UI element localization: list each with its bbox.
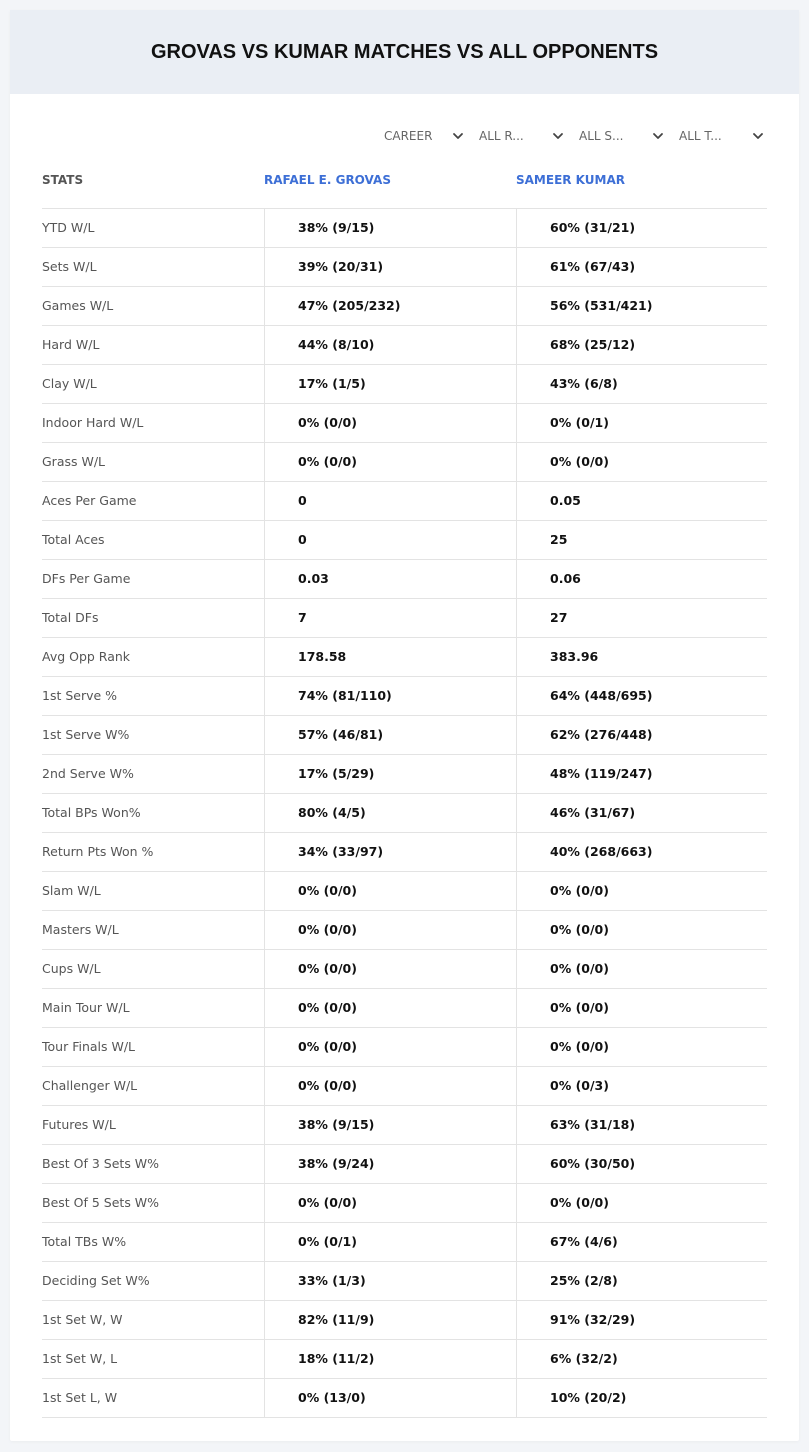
table-row	[42, 1028, 767, 1067]
stat-label: Avg Opp Rank	[42, 649, 131, 664]
player2-value: 0% (0/1)	[516, 404, 767, 442]
table-row	[42, 209, 767, 248]
stat-label: 2nd Serve W%	[42, 766, 134, 781]
player2-value: 60% (31/21)	[516, 209, 767, 247]
player2-value: 61% (67/43)	[516, 248, 767, 286]
player1-value: 0% (0/0)	[264, 950, 516, 988]
stat-label: Total DFs	[42, 610, 99, 625]
stat-label: Best Of 3 Sets W%	[42, 1156, 160, 1171]
player1-value: 0% (0/1)	[264, 1223, 516, 1261]
player1-value: 33% (1/3)	[264, 1262, 516, 1300]
player1-value: 0% (0/0)	[264, 1028, 516, 1066]
table-header	[42, 170, 767, 208]
player1-value: 38% (9/24)	[264, 1145, 516, 1183]
player1-value: 0% (0/0)	[264, 911, 516, 949]
player2-value: 64% (448/695)	[516, 677, 767, 715]
player2-value: 43% (6/8)	[516, 365, 767, 403]
player2-value: 62% (276/448)	[516, 716, 767, 754]
stat-label: Return Pts Won %	[42, 844, 154, 859]
player2-value: 56% (531/421)	[516, 287, 767, 325]
stat-label: Slam W/L	[42, 883, 101, 898]
table-row	[42, 560, 767, 599]
player2-value: 0.05	[516, 482, 767, 520]
player1-value: 44% (8/10)	[264, 326, 516, 364]
filter-career-select[interactable]	[384, 126, 464, 146]
column-header-player1-link[interactable]: RAFAEL E. GROVAS	[264, 173, 391, 187]
stat-label: Challenger W/L	[42, 1078, 138, 1093]
filter-rounds-select[interactable]	[479, 126, 564, 146]
table-row	[42, 716, 767, 755]
player1-value: 17% (5/29)	[264, 755, 516, 793]
card-header	[10, 10, 799, 94]
player1-value: 74% (81/110)	[264, 677, 516, 715]
filter-label: ALL S...	[579, 129, 624, 143]
stat-label: Total Aces	[42, 532, 105, 547]
player2-value: 0% (0/0)	[516, 911, 767, 949]
table-row	[42, 911, 767, 950]
stat-label: 1st Serve %	[42, 688, 118, 703]
stat-label: Best Of 5 Sets W%	[42, 1195, 160, 1210]
table-row	[42, 1145, 767, 1184]
table-row	[42, 1184, 767, 1223]
stat-label: Sets W/L	[42, 259, 97, 274]
table-row	[42, 404, 767, 443]
stat-label: 1st Set W, L	[42, 1351, 118, 1366]
player2-value: 46% (31/67)	[516, 794, 767, 832]
player2-value: 40% (268/663)	[516, 833, 767, 871]
player1-value: 0% (0/0)	[264, 443, 516, 481]
player1-value: 47% (205/232)	[264, 287, 516, 325]
stat-label: YTD W/L	[42, 220, 95, 235]
table-row	[42, 950, 767, 989]
page-title: GROVAS VS KUMAR MATCHES VS ALL OPPONENTS	[150, 40, 659, 63]
stat-label: Deciding Set W%	[42, 1273, 150, 1288]
player1-value: 0% (0/0)	[264, 404, 516, 442]
player2-value: 25% (2/8)	[516, 1262, 767, 1300]
table-row	[42, 287, 767, 326]
player2-value: 0% (0/0)	[516, 872, 767, 910]
stat-label: 1st Set L, W	[42, 1390, 118, 1405]
player2-value: 0% (0/0)	[516, 989, 767, 1027]
table-row	[42, 833, 767, 872]
filter-label: ALL T...	[679, 129, 722, 143]
player1-value: 178.58	[264, 638, 516, 676]
table-row	[42, 248, 767, 287]
player1-value: 38% (9/15)	[264, 1106, 516, 1144]
stat-label: Indoor Hard W/L	[42, 415, 144, 430]
player1-value: 39% (20/31)	[264, 248, 516, 286]
table-row	[42, 521, 767, 560]
player1-value: 0% (0/0)	[264, 989, 516, 1027]
table-row	[42, 1379, 767, 1418]
table-row	[42, 1106, 767, 1145]
table-row	[42, 755, 767, 794]
filter-label: CAREER	[384, 129, 433, 143]
player2-value: 383.96	[516, 638, 767, 676]
filter-surface-select[interactable]	[579, 126, 664, 146]
table-row	[42, 365, 767, 404]
player2-value: 48% (119/247)	[516, 755, 767, 793]
table-row	[42, 599, 767, 638]
stat-label: Games W/L	[42, 298, 114, 313]
filter-bar	[10, 126, 799, 146]
table-row	[42, 638, 767, 677]
chevron-down-icon	[652, 130, 664, 142]
table-row	[42, 443, 767, 482]
player1-value: 0.03	[264, 560, 516, 598]
stat-label: Aces Per Game	[42, 493, 137, 508]
player2-value: 60% (30/50)	[516, 1145, 767, 1183]
stat-label: 1st Set W, W	[42, 1312, 123, 1327]
table-row	[42, 1301, 767, 1340]
player1-value: 82% (11/9)	[264, 1301, 516, 1339]
stat-label: 1st Serve W%	[42, 727, 130, 742]
player2-value: 27	[516, 599, 767, 637]
table-row	[42, 1262, 767, 1301]
player2-value: 25	[516, 521, 767, 559]
stat-label: Futures W/L	[42, 1117, 116, 1132]
player1-value: 17% (1/5)	[264, 365, 516, 403]
table-row	[42, 794, 767, 833]
player1-value: 0% (0/0)	[264, 1184, 516, 1222]
player2-value: 0% (0/0)	[516, 950, 767, 988]
table-row	[42, 1067, 767, 1106]
player1-value: 0	[264, 521, 516, 559]
player2-value: 0% (0/3)	[516, 1067, 767, 1105]
player1-value: 38% (9/15)	[264, 209, 516, 247]
chevron-down-icon	[552, 130, 564, 142]
player2-value: 67% (4/6)	[516, 1223, 767, 1261]
player1-value: 0	[264, 482, 516, 520]
stat-label: Total BPs Won%	[42, 805, 141, 820]
player1-value: 18% (11/2)	[264, 1340, 516, 1378]
stat-label: Grass W/L	[42, 454, 106, 469]
stat-label: Total TBs W%	[42, 1234, 127, 1249]
chevron-down-icon	[452, 130, 464, 142]
table-row	[42, 989, 767, 1028]
player2-value: 63% (31/18)	[516, 1106, 767, 1144]
player1-value: 0% (13/0)	[264, 1379, 516, 1417]
stats-card	[10, 10, 799, 1441]
player2-value: 91% (32/29)	[516, 1301, 767, 1339]
player1-value: 80% (4/5)	[264, 794, 516, 832]
table-row	[42, 1223, 767, 1262]
stat-label: DFs Per Game	[42, 571, 131, 586]
filter-tournament-select[interactable]	[679, 126, 764, 146]
player2-value: 68% (25/12)	[516, 326, 767, 364]
stat-label: Cups W/L	[42, 961, 101, 976]
table-row	[42, 326, 767, 365]
player2-value: 0% (0/0)	[516, 1028, 767, 1066]
table-body	[42, 208, 767, 1418]
player2-value: 0% (0/0)	[516, 1184, 767, 1222]
stat-label: Hard W/L	[42, 337, 100, 352]
player1-value: 0% (0/0)	[264, 872, 516, 910]
player1-value: 0% (0/0)	[264, 1067, 516, 1105]
player1-value: 57% (46/81)	[264, 716, 516, 754]
table-row	[42, 677, 767, 716]
stat-label: Masters W/L	[42, 922, 119, 937]
column-header-stats: STATS	[42, 173, 84, 187]
player2-value: 0% (0/0)	[516, 443, 767, 481]
player2-value: 6% (32/2)	[516, 1340, 767, 1378]
table-row	[42, 872, 767, 911]
stat-label: Main Tour W/L	[42, 1000, 130, 1015]
stat-label: Clay W/L	[42, 376, 97, 391]
stat-label: Tour Finals W/L	[42, 1039, 136, 1054]
column-header-player2-link[interactable]: SAMEER KUMAR	[516, 173, 625, 187]
chevron-down-icon	[752, 130, 764, 142]
table-row	[42, 1340, 767, 1379]
player2-value: 10% (20/2)	[516, 1379, 767, 1417]
stats-table	[42, 170, 767, 1418]
filter-label: ALL R...	[479, 129, 524, 143]
player1-value: 34% (33/97)	[264, 833, 516, 871]
table-row	[42, 482, 767, 521]
player1-value: 7	[264, 599, 516, 637]
player2-value: 0.06	[516, 560, 767, 598]
